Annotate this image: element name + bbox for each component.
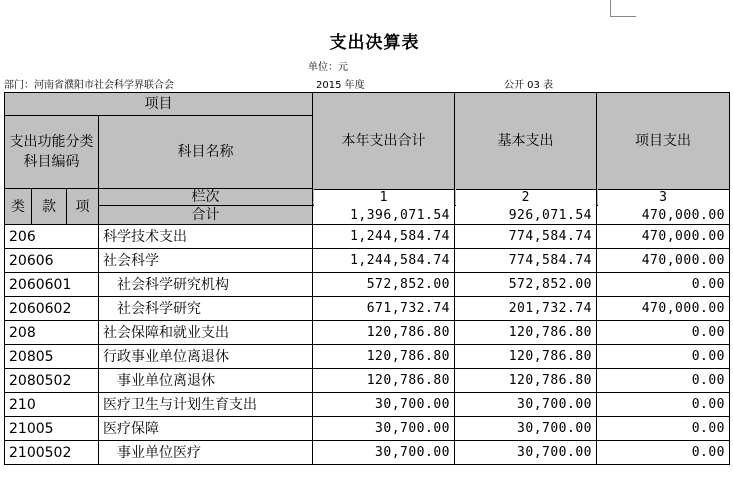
row-total: 572,852.00 [313,273,455,297]
row-basic: 201,732.74 [455,297,597,321]
row-code: 206 [5,225,99,249]
row-code: 2060601 [5,273,99,297]
row-basic: 30,700.00 [455,393,597,417]
row-project: 0.00 [597,273,730,297]
row-subject-name: 社会科学研究机构 [99,273,313,297]
row-basic: 120,786.80 [455,321,597,345]
row-total: 120,786.80 [313,321,455,345]
row-project: 0.00 [597,441,730,465]
header-func-code: 支出功能分类科目编码 [5,116,99,189]
row-total: 1,244,584.74 [313,225,455,249]
header-sum-label: 合计 [99,206,313,225]
row-basic: 120,786.80 [455,369,597,393]
row-code: 210 [5,393,99,417]
table-row [5,321,730,345]
header-total: 本年支出合计 [313,93,455,206]
table-row [5,297,730,321]
header-lei: 类 [5,189,32,225]
row-subject-name: 医疗保障 [99,417,313,441]
row-subject-name: 科学技术支出 [99,225,313,249]
table-row [5,225,730,249]
row-project: 0.00 [597,369,730,393]
row-code: 20606 [5,249,99,273]
document-title: 支出决算表 [329,33,420,53]
row-project: 470,000.00 [597,297,730,321]
fiscal-year-label: 2015 年度 [316,80,365,91]
row-subject-name: 行政事业单位离退休 [99,345,313,369]
table-row [5,417,730,441]
row-total: 30,700.00 [313,417,455,441]
row-code: 2080502 [5,369,99,393]
header-project-expense: 项目支出 [597,93,730,206]
row-subject-name: 社会科学 [99,249,313,273]
table-row [5,369,730,393]
expenditure-table [4,92,730,465]
row-project: 470,000.00 [597,225,730,249]
table-row [5,273,730,297]
header-subject-name: 科目名称 [99,116,313,189]
row-total: 30,700.00 [313,393,455,417]
page-corner-mark-vertical [610,0,611,17]
row-project: 0.00 [597,345,730,369]
project-sum: 470,000.00 [597,206,730,225]
row-basic: 572,852.00 [455,273,597,297]
column-number-2: 2 [456,189,596,206]
row-subject-name: 社会保障和就业支出 [99,321,313,345]
header-row-project [5,93,730,116]
row-subject-name: 事业单位医疗 [99,441,313,465]
row-code: 20805 [5,345,99,369]
row-subject-name: 社会科学研究 [99,297,313,321]
row-total: 30,700.00 [313,441,455,465]
table-row [5,441,730,465]
row-code: 21005 [5,417,99,441]
row-basic: 120,786.80 [455,345,597,369]
table-row [5,249,730,273]
header-project: 项目 [5,93,313,116]
row-subject-name: 事业单位离退休 [99,369,313,393]
row-code: 208 [5,321,99,345]
row-basic: 30,700.00 [455,417,597,441]
header-row-sum [5,206,730,225]
row-basic: 774,584.74 [455,225,597,249]
header-kuan: 款 [32,189,67,225]
page-corner-mark-horizontal [610,16,636,17]
row-total: 671,732.74 [313,297,455,321]
row-total: 1,244,584.74 [313,249,455,273]
table-row [5,345,730,369]
row-total: 120,786.80 [313,369,455,393]
row-code: 2060602 [5,297,99,321]
department-label: 部门：河南省濮阳市社会科学界联合会 [4,80,174,91]
row-basic: 30,700.00 [455,441,597,465]
column-number-1: 1 [314,189,454,206]
basic-sum: 926,071.54 [455,206,597,225]
column-number-3: 3 [598,189,729,206]
header-col-row: 栏次 [99,189,313,206]
header-basic: 基本支出 [455,93,597,206]
table-row [5,393,730,417]
table-code-label: 公开 03 表 [504,80,554,91]
row-project: 470,000.00 [597,249,730,273]
total-sum: 1,396,071.54 [313,206,455,225]
row-code: 2100502 [5,441,99,465]
row-project: 0.00 [597,393,730,417]
row-project: 0.00 [597,321,730,345]
row-total: 120,786.80 [313,345,455,369]
row-basic: 774,584.74 [455,249,597,273]
header-xiang: 项 [67,189,99,225]
unit-label: 单位：元 [308,62,348,73]
row-project: 0.00 [597,417,730,441]
row-subject-name: 医疗卫生与计划生育支出 [99,393,313,417]
